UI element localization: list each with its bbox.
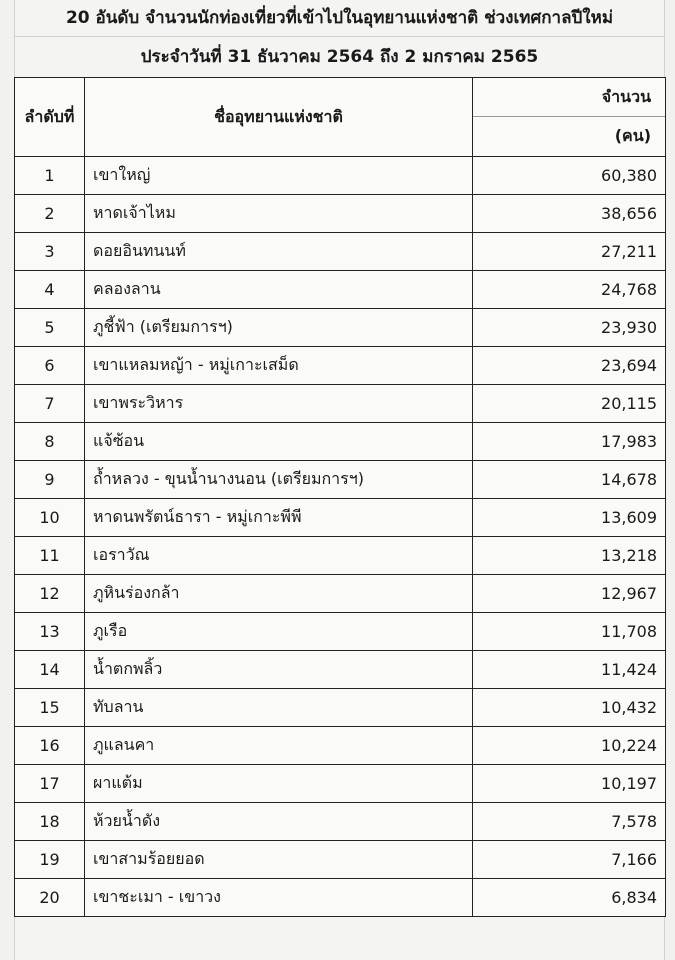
rank-cell: 6 [15, 347, 85, 385]
table-row [15, 461, 666, 499]
header-count-label: จำนวน [473, 78, 665, 117]
visitor-count-cell: 6,834 [473, 879, 666, 917]
park-name-cell: น้ำตกพลิ้ว [85, 651, 473, 689]
table-row [15, 157, 666, 195]
park-name-cell: เขาชะเมา - เขาวง [85, 879, 473, 917]
spreadsheet-sheet [14, 0, 665, 917]
park-name-cell: เขาใหญ่ [85, 157, 473, 195]
table-row [15, 689, 666, 727]
rank-cell: 19 [15, 841, 85, 879]
visitor-count-cell: 23,930 [473, 309, 666, 347]
rank-cell: 10 [15, 499, 85, 537]
park-name-cell: คลองลาน [85, 271, 473, 309]
park-name-cell: ดอยอินทนนท์ [85, 233, 473, 271]
sheet-left-gutter [0, 0, 15, 960]
visitor-count-cell: 10,197 [473, 765, 666, 803]
park-name-cell: ภูชี้ฟ้า (เตรียมการฯ) [85, 309, 473, 347]
visitor-count-cell: 13,609 [473, 499, 666, 537]
park-name-cell: ผาแต้ม [85, 765, 473, 803]
table-row [15, 727, 666, 765]
visitor-count-cell: 17,983 [473, 423, 666, 461]
park-name-cell: ถ้ำหลวง - ขุนน้ำนางนอน (เตรียมการฯ) [85, 461, 473, 499]
rank-cell: 4 [15, 271, 85, 309]
visitor-count-cell: 20,115 [473, 385, 666, 423]
header-rank: ลำดับที่ [15, 78, 85, 157]
park-name-cell: ภูแลนคา [85, 727, 473, 765]
park-name-cell: แจ้ซ้อน [85, 423, 473, 461]
park-name-cell: เขาพระวิหาร [85, 385, 473, 423]
table-row [15, 347, 666, 385]
park-name-cell: เอราวัณ [85, 537, 473, 575]
visitor-count-cell: 24,768 [473, 271, 666, 309]
table-row [15, 271, 666, 309]
visitor-count-cell: 11,708 [473, 613, 666, 651]
rank-cell: 13 [15, 613, 85, 651]
table-row [15, 499, 666, 537]
visitor-count-cell: 10,432 [473, 689, 666, 727]
table-row [15, 613, 666, 651]
rank-cell: 7 [15, 385, 85, 423]
visitor-count-cell: 7,166 [473, 841, 666, 879]
national-park-ranking-table [14, 77, 666, 917]
park-name-cell: หาดเจ้าไหม [85, 195, 473, 233]
table-row [15, 233, 666, 271]
rank-cell: 16 [15, 727, 85, 765]
header-park-name: ชื่ออุทยานแห่งชาติ [85, 78, 473, 157]
table-row [15, 841, 666, 879]
rank-cell: 17 [15, 765, 85, 803]
header-count-unit: (คน) [614, 126, 651, 145]
visitor-count-cell: 13,218 [473, 537, 666, 575]
rank-cell: 12 [15, 575, 85, 613]
sheet-subtitle: ประจำวันที่ 31 ธันวาคม 2564 ถึง 2 มกราคม 2565 [140, 47, 539, 67]
rank-cell: 3 [15, 233, 85, 271]
table-row [15, 423, 666, 461]
visitor-count-cell: 38,656 [473, 195, 666, 233]
visitor-count-cell: 10,224 [473, 727, 666, 765]
rank-cell: 2 [15, 195, 85, 233]
table-row [15, 537, 666, 575]
rank-cell: 18 [15, 803, 85, 841]
table-body [15, 157, 666, 917]
visitor-count-cell: 27,211 [473, 233, 666, 271]
rank-cell: 5 [15, 309, 85, 347]
rank-cell: 20 [15, 879, 85, 917]
sheet-title: 20 อันดับ จำนวนนักท่องเที่ยวที่เข้าไปในอุทยานแห่งชาติ ช่วงเทศกาลปีใหม่ [14, 0, 665, 37]
visitor-count-cell: 11,424 [473, 651, 666, 689]
table-row [15, 575, 666, 613]
table-row [15, 803, 666, 841]
visitor-count-cell: 23,694 [473, 347, 666, 385]
table-header-row [15, 78, 666, 157]
rank-cell: 15 [15, 689, 85, 727]
park-name-cell: ทับลาน [85, 689, 473, 727]
park-name-cell: เขาสามร้อยยอด [85, 841, 473, 879]
visitor-count-cell: 60,380 [473, 157, 666, 195]
rank-cell: 8 [15, 423, 85, 461]
park-name-cell: ห้วยน้ำดัง [85, 803, 473, 841]
rank-cell: 1 [15, 157, 85, 195]
rank-cell: 11 [15, 537, 85, 575]
table-row [15, 309, 666, 347]
header-visitor-count [473, 78, 666, 157]
table-row [15, 195, 666, 233]
visitor-count-cell: 12,967 [473, 575, 666, 613]
park-name-cell: ภูเรือ [85, 613, 473, 651]
visitor-count-cell: 7,578 [473, 803, 666, 841]
table-row [15, 651, 666, 689]
park-name-cell: ภูหินร่องกล้า [85, 575, 473, 613]
table-row [15, 879, 666, 917]
rank-cell: 9 [15, 461, 85, 499]
park-name-cell: หาดนพรัตน์ธารา - หมู่เกาะพีพี [85, 499, 473, 537]
park-name-cell: เขาแหลมหญ้า - หมู่เกาะเสม็ด [85, 347, 473, 385]
rank-cell: 14 [15, 651, 85, 689]
table-row [15, 385, 666, 423]
visitor-count-cell: 14,678 [473, 461, 666, 499]
table-row [15, 765, 666, 803]
